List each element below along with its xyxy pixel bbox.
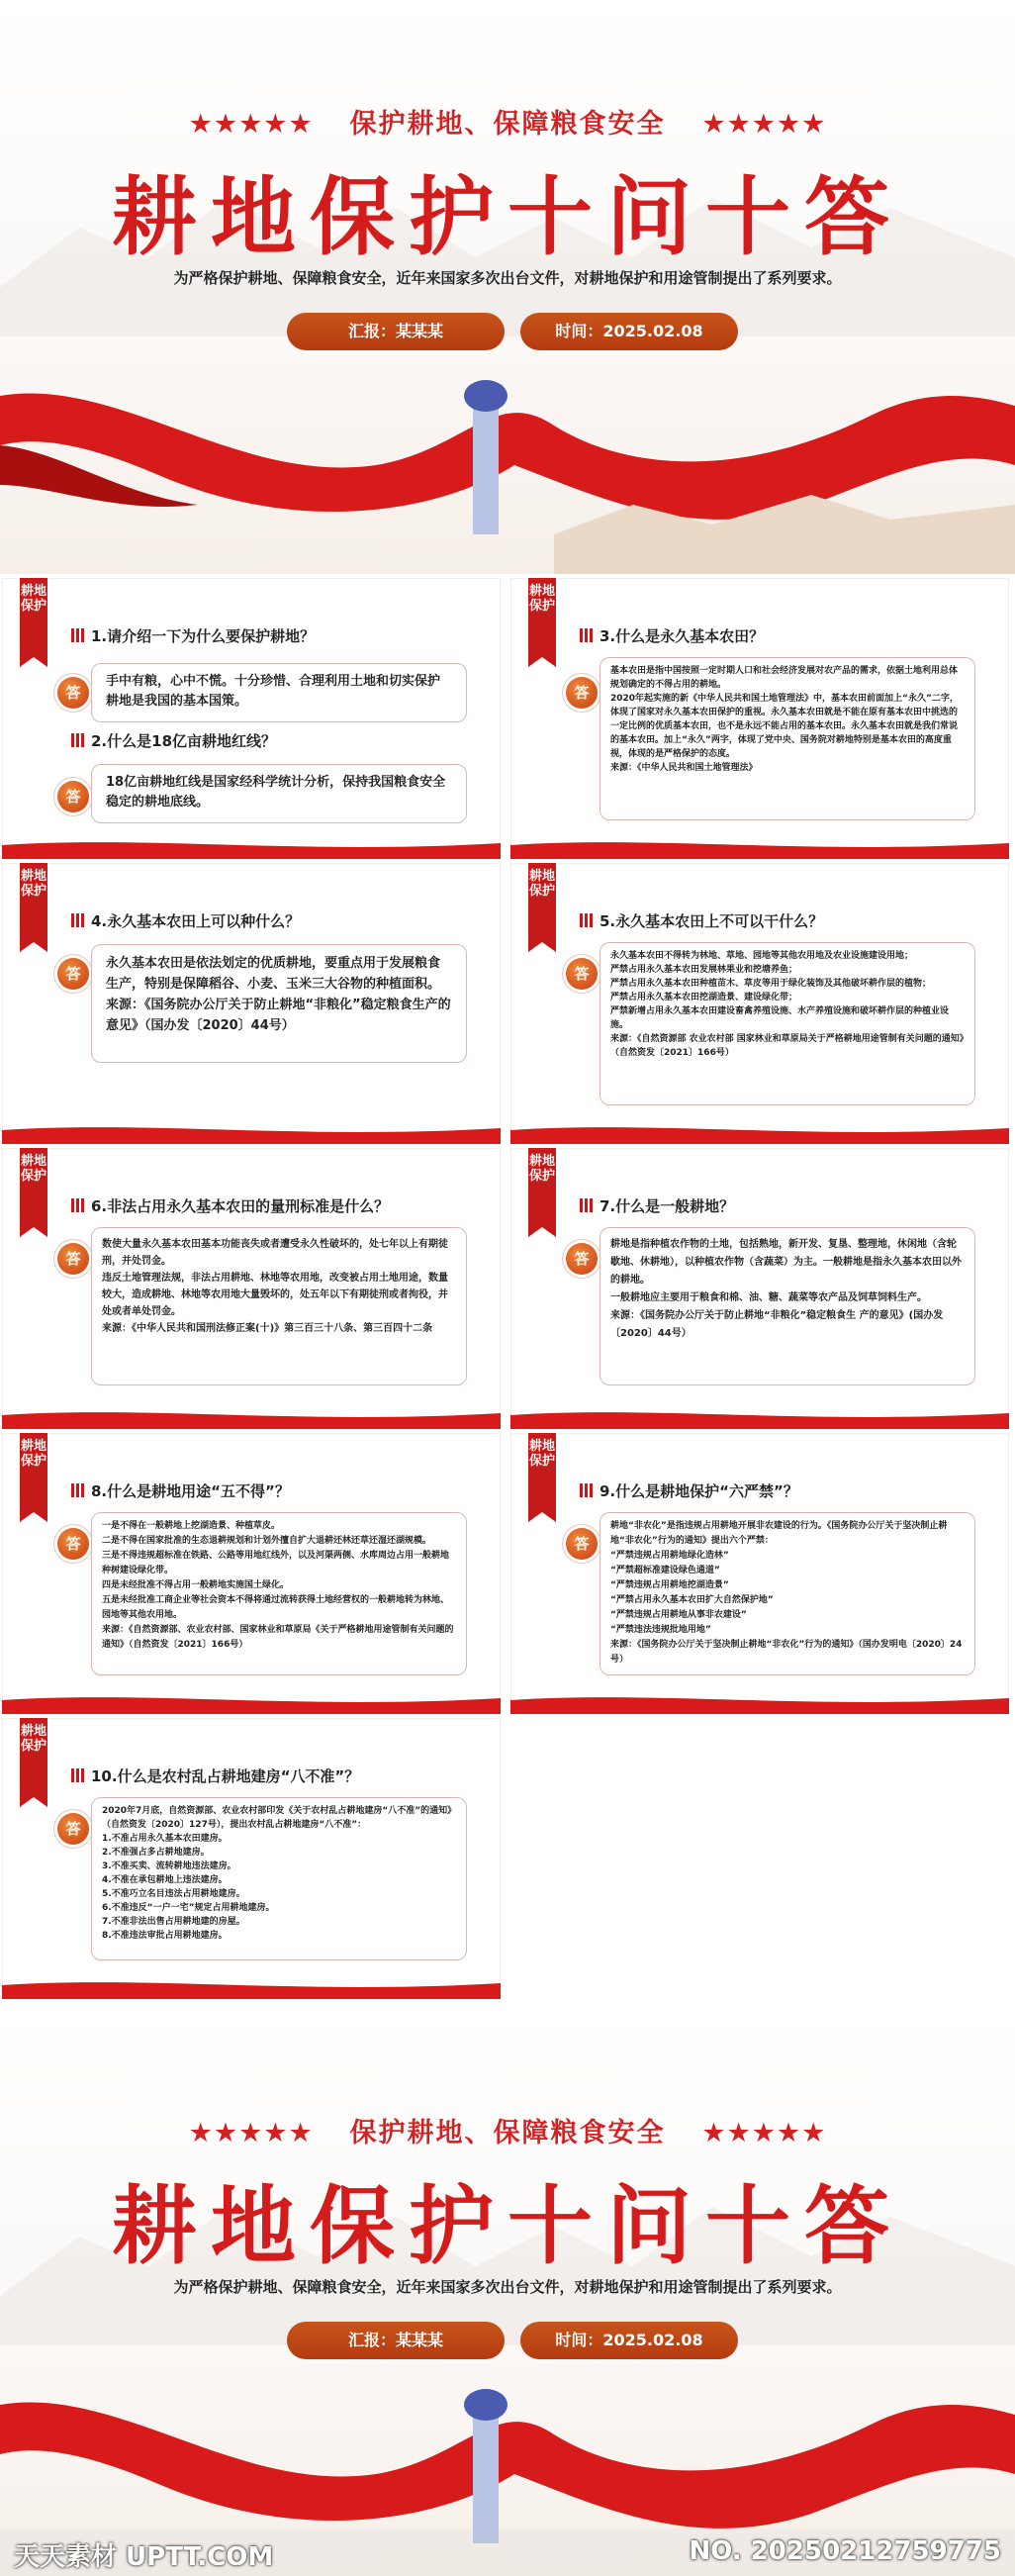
bars-icon xyxy=(580,628,594,642)
cover-slide-top xyxy=(0,0,1015,574)
stars-right: ★★★★★ xyxy=(701,2118,827,2148)
badge: 耕地保护 xyxy=(528,578,556,657)
answer-9: 耕地“非农化”是指违规占用耕地开展非农建设的行为。《国务院办公厅关于坚决制止耕地“非农化”行为的通知》提出六个严禁： “严禁违规占用耕地绿化造林” “严禁超标准建设绿色通道” “严禁违规占用耕地挖湖造景” “严禁占用永久基本农田扩大自然保护地” “严禁违规占用耕地从事非农建设” “严禁违法违规批地用地” 来源：《国务院办公厅关于坚决制止耕地“非农化”行为的通知》（国办发明电〔2020〕24号） xyxy=(600,1512,975,1675)
ribbon-wave xyxy=(2,833,501,859)
cover-slide-bottom xyxy=(0,2009,1015,2576)
ribbon-wave xyxy=(2,1688,501,1714)
answer-icon: 答 xyxy=(566,1243,598,1275)
question-10: 10.什么是农村乱占耕地建房“八不准”？ xyxy=(71,1765,359,1786)
time-pill: 时间：2025.02.08 xyxy=(520,2322,738,2359)
question-8: 8.什么是耕地用途“五不得”？ xyxy=(71,1480,290,1501)
ribbon-wave xyxy=(2,1403,501,1429)
watermark-bar xyxy=(0,2528,1015,2576)
question-5: 5.永久基本农田上不可以干什么？ xyxy=(580,910,823,931)
badge: 耕地保护 xyxy=(20,863,47,942)
reporter-pill: 汇报：某某某 xyxy=(287,313,505,350)
answer-icon: 答 xyxy=(566,958,598,990)
answer-6: 数使大量永久基本农田基本功能丧失或者遭受永久性破坏的，处七年以上有期徒刑，并处罚金。 违反土地管理法规，非法占用耕地、林地等农用地，改变被占用土地用途，数量较大，造成耕地、林地等农用地大量毁坏的，处五年以下有期徒刑或者拘役，并处或者单处罚金。 来源：《中华人民共和国刑法修正案(十)》第三百三十八条、第三百四十二条 xyxy=(91,1227,467,1385)
answer-icon: 答 xyxy=(57,1243,89,1275)
answer-icon: 答 xyxy=(566,1528,598,1560)
answer-5: 永久基本农田不得转为林地、草地、园地等其他农用地及农业设施建设用地； 严禁占用永久基本农田发展林果业和挖塘养鱼； 严禁占用永久基本农田种植苗木、草皮等用于绿化装饰及其他破坏耕作层的植物； 严禁占用永久基本农田挖湖造景、建设绿化带； 严禁新增占用永久基本农田建设畜禽养殖设施、水产养殖设施和破坏耕作层的种植业设施。 来源：《自然资源部 农业农村部 国家林业和草原局关于严格耕地用途管制有关问题的通知》（自然资发〔2021〕166号） xyxy=(600,942,975,1105)
bars-icon xyxy=(71,1198,85,1212)
answer-2: 18亿亩耕地红线是国家经科学统计分析，保持我国粮食安全稳定的耕地底线。 xyxy=(91,764,467,823)
main-title: 耕地保护十问十答 xyxy=(112,2177,903,2276)
ribbon-wave xyxy=(2,1973,501,1999)
stars-left: ★★★★★ xyxy=(188,109,314,140)
stars-left: ★★★★★ xyxy=(188,2118,314,2148)
answer-icon: 答 xyxy=(57,677,89,709)
main-title: 耕地保护十问十答 xyxy=(112,168,903,267)
answer-icon: 答 xyxy=(566,677,598,709)
ribbon-wave xyxy=(2,1118,501,1144)
time-pill: 时间：2025.02.08 xyxy=(520,313,738,350)
tagline-row xyxy=(0,102,1015,141)
slide-q4 xyxy=(2,863,501,1144)
slide-q3 xyxy=(510,578,1009,859)
ribbon-wave xyxy=(510,833,1009,859)
question-1: 1.请介绍一下为什么要保护耕地？ xyxy=(71,625,315,646)
stars-right: ★★★★★ xyxy=(701,109,827,140)
tagline: 保护耕地、保障粮食安全 xyxy=(349,2118,666,2148)
slide-q8 xyxy=(2,1433,501,1714)
bars-icon xyxy=(71,1768,85,1782)
badge: 耕地保护 xyxy=(20,578,47,657)
question-2: 2.什么是18亿亩耕地红线？ xyxy=(71,730,276,751)
answer-icon: 答 xyxy=(57,1528,89,1560)
answer-1: 手中有粮，心中不慌。十分珍惜、合理利用土地和切实保护耕地是我国的基本国策。 xyxy=(91,663,467,722)
slide-q7 xyxy=(510,1148,1009,1429)
badge: 耕地保护 xyxy=(20,1148,47,1227)
bars-icon xyxy=(71,733,85,747)
question-6: 6.非法占用永久基本农田的量刑标准是什么？ xyxy=(71,1195,389,1216)
tagline: 保护耕地、保障粮食安全 xyxy=(349,109,666,140)
slide-q1-q2 xyxy=(2,578,501,859)
badge: 耕地保护 xyxy=(20,1433,47,1512)
ribbon-wave xyxy=(510,1688,1009,1714)
badge: 耕地保护 xyxy=(528,863,556,942)
bars-icon xyxy=(71,913,85,927)
answer-3: 基本农田是指中国按照一定时期人口和社会经济发展对农产品的需求，依据土地利用总体规划确定的不得占用的耕地。 2020年起实施的新《中华人民共和国土地管理法》中，基本农田前面加上“永久”二字，体现了国家对永久基本农田保护的重视。永久基本农田就是不能在原有基本农田中挑选的一定比例的优质基本农田，也不是永远不能占用的基本农田。永久基本农田就是我们常说的基本农田。加上“永久”两字，体现了党中央、国务院对耕地特别是基本农田的高度重视，体现的是严格保护的态度。 来源：《中华人民共和国土地管理法》 xyxy=(600,657,975,820)
tagline-row xyxy=(0,2111,1015,2149)
question-9: 9.什么是耕地保护“六严禁”？ xyxy=(580,1480,798,1501)
question-7: 7.什么是一般耕地？ xyxy=(580,1195,734,1216)
bars-icon xyxy=(71,628,85,642)
answer-7: 耕地是指种植农作物的土地，包括熟地，新开发、复垦、整理地，休闲地（含轮歇地、休耕地），以种植农作物（含蔬菜）为主。一般耕地是指永久基本农田以外的耕地。 一般耕地应主要用于粮食和棉、油、糖、蔬菜等农产品及饲草饲料生产。 来源：《国务院办公厅关于防止耕地“非粮化”稳定粮食生 产的意见》(国办发〔2020〕44号） xyxy=(600,1227,975,1385)
reporter-pill: 汇报：某某某 xyxy=(287,2322,505,2359)
badge: 耕地保护 xyxy=(528,1148,556,1227)
answer-icon: 答 xyxy=(57,958,89,990)
subtitle: 为严格保护耕地、保障粮食安全，近年来国家多次出台文件，对耕地保护和用途管制提出了系列要求。 xyxy=(173,2278,842,2296)
slide-q6 xyxy=(2,1148,501,1429)
badge: 耕地保护 xyxy=(528,1433,556,1512)
question-4: 4.永久基本农田上可以种什么？ xyxy=(71,910,300,931)
bars-icon xyxy=(71,1483,85,1497)
slide-q5 xyxy=(510,863,1009,1144)
bars-icon xyxy=(580,913,594,927)
red-ribbon-graphic xyxy=(0,356,1015,574)
bars-icon xyxy=(580,1483,594,1497)
answer-4: 永久基本农田是依法划定的优质耕地，要重点用于发展粮食生产，特别是保障稻谷、小麦、玉米三大谷物的种植面积。 来源：《国务院办公厅关于防止耕地“非粮化”稳定粮食生产的意见》（国办发〔2020〕44号） xyxy=(91,944,467,1063)
ribbon-wave xyxy=(510,1118,1009,1144)
answer-8: 一是不得在一般耕地上挖湖造景、种植草皮。 二是不得在国家批准的生态退耕规划和计划外擅自扩大退耕还林还草还湿还湖规模。 三是不得违规超标准在铁路、公路等用地红线外，以及河渠两侧、水库周边占用一般耕地种树建设绿化带。 四是未经批准不得占用一般耕地实施国土绿化。 五是未经批准工商企业等社会资本不得将通过流转获得土地经营权的一般耕地转为林地、园地等其他农用地。 来源：《自然资源部、农业农村部、国家林业和草原局《关于严格耕地用途管制有关问题的通知》（自然资发〔2021〕166号） xyxy=(91,1512,467,1675)
watermark-site: 天天素材 UPTT.COM xyxy=(14,2542,274,2572)
subtitle: 为严格保护耕地、保障粮食安全，近年来国家多次出台文件，对耕地保护和用途管制提出了系列要求。 xyxy=(173,269,842,287)
answer-10: 2020年7月底，自然资源部、农业农村部印发《关于农村乱占耕地建房“八不准”的通知》（自然资发〔2020〕127号），提出农村乱占耕地建房“八不准”： 1.不准占用永久基本农田建房。 2.不准强占多占耕地建房。 3.不准买卖、流转耕地违法建房。 4.不准在承包耕地上违法建房。 5.不准巧立名目违法占用耕地建房。 6.不准违反“一户一宅”规定占用耕地建房。 7.不准非法出售占用耕地建的房屋。 8.不准违法审批占用耕地建房。 xyxy=(91,1797,467,1960)
bars-icon xyxy=(580,1198,594,1212)
slide-q10 xyxy=(2,1718,501,1999)
question-3: 3.什么是永久基本农田？ xyxy=(580,625,764,646)
answer-icon: 答 xyxy=(57,781,89,812)
answer-icon: 答 xyxy=(57,1813,89,1845)
ribbon-wave xyxy=(510,1403,1009,1429)
watermark-number: NO. 20250212759775 xyxy=(689,2536,1001,2566)
badge: 耕地保护 xyxy=(20,1718,47,1797)
slide-q9 xyxy=(510,1433,1009,1714)
